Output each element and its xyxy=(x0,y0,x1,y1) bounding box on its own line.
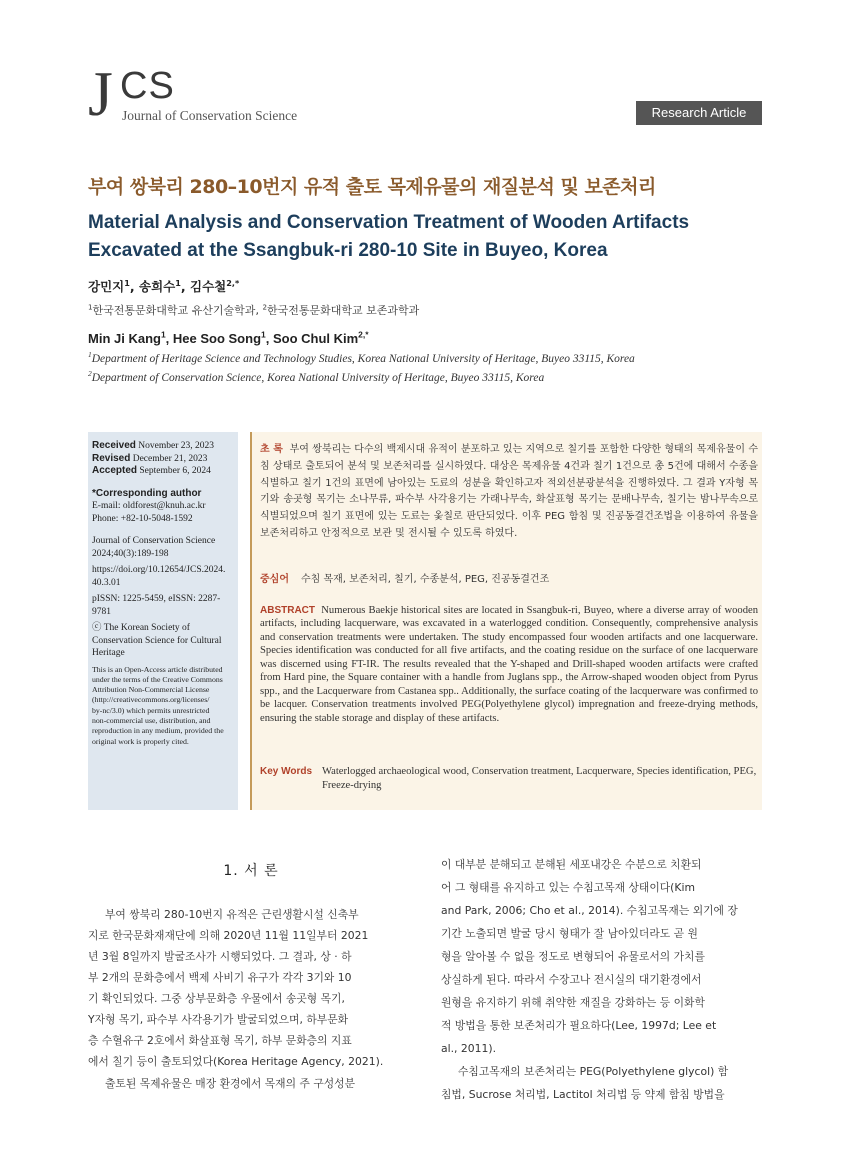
keywords-en-label: Key Words xyxy=(260,766,313,777)
abstract-ko-label: 초 록 xyxy=(260,444,283,455)
title-korean: 부여 쌍북리 280–10번지 유적 출토 목제유물의 재질분석 및 보존처리 xyxy=(88,176,656,198)
body-line: 어 그 형태를 유지하고 있는 수침고목재 상태이다(Kim xyxy=(441,881,695,894)
license-line: original work is properly cited. xyxy=(92,736,189,746)
abstract-korean xyxy=(260,442,758,543)
keywords-english: Waterlogged archaeological wood, Conservation treatment, Lacquerware, Species identification, PEG, Freeze-drying xyxy=(322,766,757,791)
body-line: 원형을 유지하기 위해 취약한 재질을 강화하는 등 이화학 xyxy=(441,996,705,1009)
received-label: Received xyxy=(92,440,136,451)
author-sup: 2,* xyxy=(226,277,240,288)
body-line: 상실하게 된다. 따라서 수장고나 전시실의 대기환경에서 xyxy=(441,973,702,986)
copyright-line-3: Heritage xyxy=(92,648,125,658)
affil-sup: 2 xyxy=(88,369,92,379)
revised-date xyxy=(92,453,234,466)
affil-sup: 1 xyxy=(88,302,93,312)
body-line: al., 2011). xyxy=(441,1042,497,1055)
doi-link[interactable]: https://doi.org/10.12654/JCS.2024. xyxy=(92,565,226,575)
author-name: Soo Chul Kim xyxy=(272,331,359,346)
revised-value: December 21, 2023 xyxy=(132,453,208,464)
keywords-korean xyxy=(260,570,549,585)
author-name: 송희수 xyxy=(139,279,176,294)
keywords-ko-text: 수침 목재, 보존처리, 칠기, 수종분석, PEG, 진공동결건조 xyxy=(300,574,550,585)
received-value: November 23, 2023 xyxy=(138,441,215,451)
journal-logo-cs: CS xyxy=(120,65,175,107)
body-line: 형을 알아볼 수 없을 정도로 변형되어 유물로서의 가치를 xyxy=(441,950,705,963)
author-sup: 1 xyxy=(124,277,130,288)
affiliation: Department of Heritage Science and Technology Studies, Korea National University of Heritage, Buyeo 33115, Korea xyxy=(91,353,635,365)
body-line: 적 방법을 통한 보존처리가 필요하다(Lee, 1997d; Lee et xyxy=(441,1019,717,1032)
accepted-date xyxy=(92,465,234,478)
affiliation-english-1 xyxy=(88,350,635,365)
volume-info: 2024;40(3):189-198 xyxy=(92,548,169,559)
author-sup: 1 xyxy=(261,329,266,340)
body-line: Y자형 목기, 파수부 사각용기가 발굴되었으며, 하부문화 xyxy=(88,1013,349,1026)
abstract-english xyxy=(260,604,758,725)
journal-name: Journal of Conservation Science xyxy=(122,108,298,123)
body-line: 에서 칠기 등이 출토되었다(Korea Heritage Agency, 2021). xyxy=(88,1055,384,1068)
body-line: and Park, 2006; Cho et al., 2014). 수침고목재는 외기에 장 xyxy=(441,904,738,917)
author-name: Min Ji Kang xyxy=(88,331,161,346)
affiliations-korean: $^1$한국전통문화대학교 유산기술학과, $^2$한국전통문화대학교 보존과학과 xyxy=(88,302,420,317)
corresponding-label-text: *Corresponding author xyxy=(92,487,202,499)
abstract-en-label: ABSTRACT xyxy=(260,605,315,616)
accepted-value: September 6, 2024 xyxy=(139,466,211,476)
article-type-badge: Research Article xyxy=(636,101,762,125)
author-name: 김수철 xyxy=(190,279,227,294)
issn: pISSN: 1225-5459, eISSN: 2287-9781 xyxy=(92,594,221,617)
journal-name-sidebar: Journal of Conservation Science xyxy=(92,536,216,546)
author-sup: 2,* xyxy=(358,329,369,340)
authors-english: Min Ji Kang$^1$, Hee Soo Song$^1$, Soo Chul Kim$^{2,*}$ xyxy=(88,329,369,346)
body-line: 지로 한국문화재재단에 의해 2020년 11월 11일부터 2021 xyxy=(88,929,369,942)
license-line: under the terms of the Creative Commons xyxy=(92,674,223,684)
revised-label: Revised xyxy=(92,452,131,464)
affiliation-english-2 xyxy=(88,369,545,384)
journal-logo-j: J xyxy=(88,58,113,129)
license-line: This is an Open-Access article distributed xyxy=(92,664,223,674)
body-line: 기간 노출되면 발굴 당시 형태가 잘 남아있더라도 곧 원 xyxy=(441,927,698,940)
affiliation: Department of Conservation Science, Korea National University of Heritage, Buyeo 33115, Korea xyxy=(91,372,545,384)
body-line: 출토된 목제유물은 매장 환경에서 목재의 주 구성성분 xyxy=(105,1077,356,1090)
authors-korean: 강민지$^1$, 송희수$^1$, 김수철$^{2,*}$ xyxy=(88,277,240,294)
license-line: by-nc/3.0) which permits unrestricted xyxy=(92,705,210,715)
accepted-label: Accepted xyxy=(92,465,138,476)
received-date xyxy=(92,440,234,453)
body-line: 부여 쌍북리 280-10번지 유적은 근린생활시설 신축부 xyxy=(105,908,359,921)
license-line: non-commercial use, distribution, and xyxy=(92,715,211,725)
body-line: 기 확인되었다. 그중 상부문화층 우물에서 송곳형 목기, xyxy=(88,992,345,1005)
body-line: 수침고목재의 보존처리는 PEG(Polyethylene glycol) 함 xyxy=(458,1065,729,1078)
license-line: Attribution Non-Commercial License xyxy=(92,685,210,695)
body-line: 년 3월 8일까지 발굴조사가 시행되었다. 그 결과, 상 · 하 xyxy=(88,950,352,963)
author-sup: 1 xyxy=(175,277,181,288)
body-line: 침법, Sucrose 처리법, Lactitol 처리법 등 약제 함침 방법을 xyxy=(441,1088,725,1101)
title-english: Material Analysis and Conservation Treatment of Wooden Artifacts Excavated at the Ssangbuk-ri 280-10 Site in Buyeo, Korea xyxy=(88,212,690,261)
body-line: 층 수혈유구 2호에서 화살표형 목기, 하부 문화층의 지표 xyxy=(88,1034,352,1047)
copyright-line-1: ⓒ The Korean Society of xyxy=(92,623,190,633)
corresponding-author-label xyxy=(92,488,234,501)
keywords-ko-label: 중심어 xyxy=(260,574,289,585)
author-name: 강민지 xyxy=(88,279,125,294)
affiliation: 한국전통문화대학교 보존과학과 xyxy=(266,304,420,317)
copyright-line-2: Conservation Science for Cultural xyxy=(92,635,222,646)
doi-link-cont[interactable]: 40.3.01 xyxy=(92,577,121,588)
body-line: 부 2개의 문화층에서 백제 사비기 유구가 각각 3기와 10 xyxy=(88,971,352,984)
body-line: 이 대부분 분해되고 분해된 세포내강은 수분으로 치환되 xyxy=(441,858,702,871)
affil-sup: 2 xyxy=(262,302,267,312)
corresponding-phone: Phone: +82-10-5048-1592 xyxy=(92,513,193,524)
author-sup: 1 xyxy=(160,329,166,340)
corresponding-email[interactable]: E-mail: oldforest@knuh.ac.kr xyxy=(92,501,206,511)
affiliation: 한국전통문화대학교 유산기술학과 xyxy=(92,304,256,317)
license-line: reproduction in any medium, provided the xyxy=(92,726,224,736)
abstract-en-text: Numerous Baekje historical sites are located in Ssangbuk-ri, Buyeo, where a diverse array of wooden artifacts, including lacquerware, was excavated in a waterlogged condition. Consequently, comprehensive analysis and conservation treatments were undertaken. The study encompassed four wooden artifacts and one lacquerware. Species identification was conducted for all five artifacts, and the coating residue on the surface of one lacquerware was discerned using FT-IR. The results revealed that the Y-shaped and Drill-shaped wooden artifacts were crafted from Hard pine, the Square container with a handle from Juglans spp., the Arrow-shaped wooden object from Pyrus spp., and the Lacquerware from Castanea spp.. Additionally, the surface coating of the lacquerware was confirmed to be lacquer. Conservation treatments involved PEG(Polyethylene glycol) impregnation and freeze-drying methods, ensuring the stable storage and display of these artifacts. xyxy=(260,605,758,724)
affil-sup: 1 xyxy=(88,350,92,360)
license-line[interactable]: (http://creativecommons.org/licenses/ xyxy=(92,695,210,705)
author-name: Hee Soo Song xyxy=(172,331,262,346)
abstract-ko-text: 부여 쌍북리는 다수의 백제시대 유적이 분포하고 있는 지역으로 칠기를 포함한 다양한 형태의 목제유물이 수침 상태로 출토되어 분석 및 보존처리를 실시하였다. 대상은 목제유물 4건과 칠기 1건으로 총 5건에 대해서 수종을 식별하고 칠기 1건의 표면에 남아있는 도료의 성분을 확인하고자 적외선분광분석을 진행하였다. 그 결과 Y자형 목기와 송곳형 목기는 소나무류, 파수부 사각용기는 가래나무속, 화살표형 목기는 문배나무속, 칠기는 밤나무속으로 식별되었으며 칠기 표면에 있는 도료는 옻칠로 판단되었다. 이후 PEG 함침 및 진공동결건조법을 이용하여 유물을 보존처리하고 안정적으로 보관 및 전시될 수 있도록 하였다. xyxy=(260,444,758,539)
article-info-sidebar xyxy=(88,432,238,810)
section-title: 1. 서 론 xyxy=(223,863,279,879)
